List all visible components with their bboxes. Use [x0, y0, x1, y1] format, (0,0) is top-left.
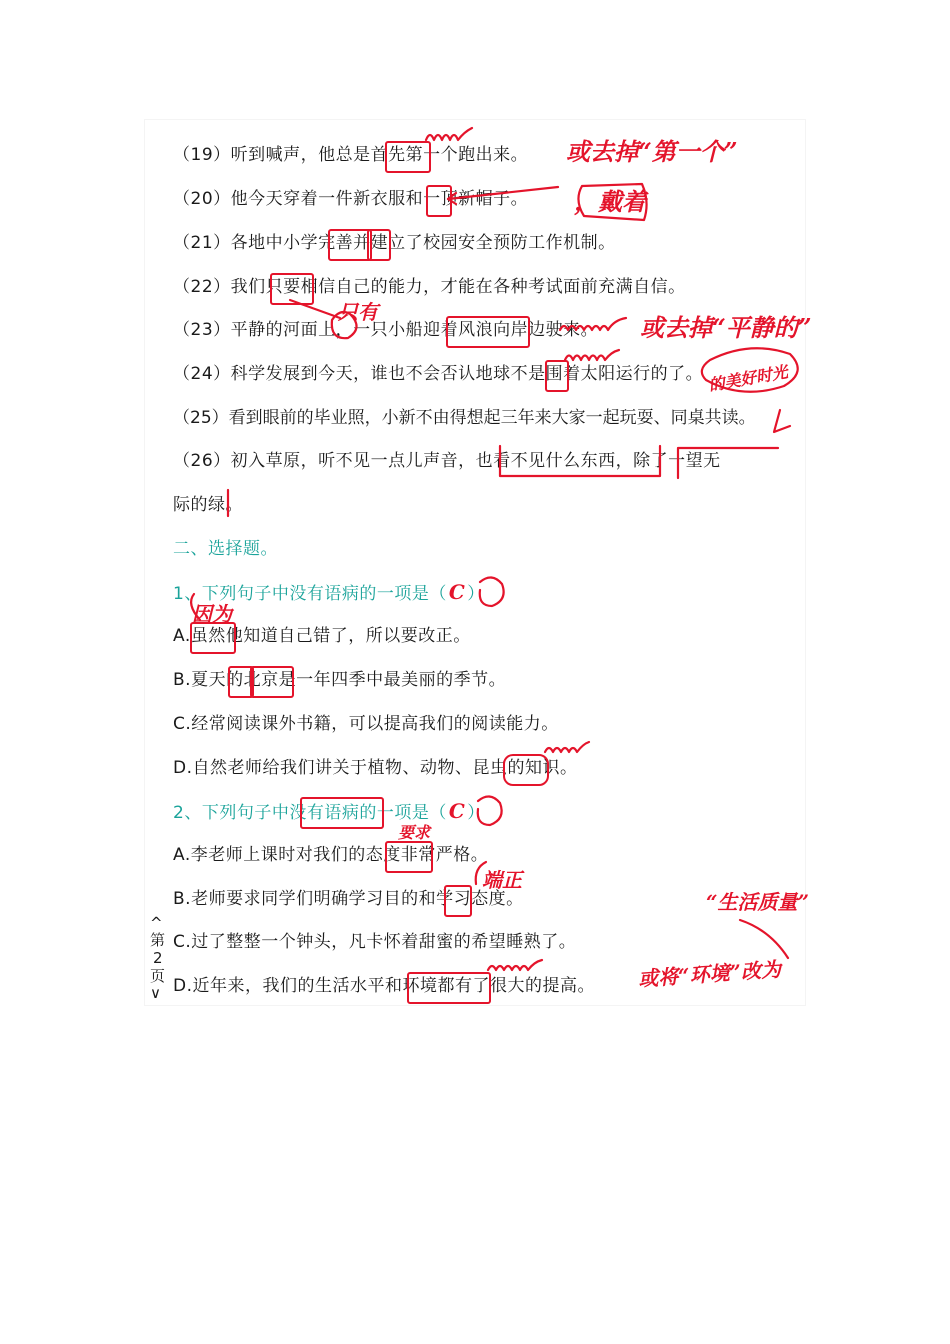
question-2-answer: C: [448, 799, 466, 823]
question-1-close: ）: [467, 584, 485, 604]
note-require: 要求: [398, 823, 431, 842]
sentence-19: （19）听到喊声，他总是首先第一个跑出来。: [173, 145, 529, 165]
q2-option-c: C.过了整整一个钟头，凡卡怀着甜蜜的希望睡熟了。: [173, 932, 577, 952]
page-number: 2: [153, 949, 163, 967]
question-2-text: 2、下列句子中没有语病的一项是（: [173, 803, 447, 823]
note-change-env: 或将“环境”改为: [637, 957, 782, 991]
sentence-21: （21）各地中小学完善并建立了校园安全预防工作机制。: [173, 233, 616, 253]
sentence-20: （20）他今天穿着一件新衣服和一顶新帽子。: [173, 189, 529, 209]
question-1-answer: C: [448, 580, 466, 604]
page-up-icon: ^: [150, 914, 163, 932]
page-unit: 页: [150, 967, 166, 985]
q2-option-d: D.近年来，我们的生活水平和环境都有了很大的提高。: [173, 976, 595, 996]
question-1-text: 1、下列句子中没有语病的一项是（: [173, 584, 447, 604]
note-zhiyou: 只有: [338, 300, 378, 324]
note-good-time: 的美好时光: [707, 362, 790, 395]
sentence-26: （26）初入草原，听不见一点儿声音，也看不见什么东西，除了一望无: [173, 451, 721, 471]
note-because: 因为: [192, 602, 232, 626]
q2-option-a: A.李老师上课时对我们的态度非常严格。: [173, 845, 489, 865]
note-correct: 端正: [482, 868, 522, 892]
page-label: 第: [150, 931, 166, 949]
q1-option-d: D.自然老师给我们讲关于植物、动物、昆虫的知识。: [173, 758, 578, 778]
note-wearing: ，戴着: [574, 187, 646, 216]
sentence-25: （25）看到眼前的毕业照，小新不由得想起三年来大家一起玩耍、同桌共读。: [173, 408, 756, 428]
q2-option-b: B.老师要求同学们明确学习目的和学习态度。: [173, 889, 524, 909]
page-down-icon: ∨: [150, 984, 161, 1002]
question-2-close: ）: [467, 803, 485, 823]
section-heading: 二、选择题。: [173, 539, 278, 559]
sentence-24: （24）科学发展到今天，谁也不会否认地球不是围着太阳运行的了。: [173, 364, 704, 384]
note-remove-first: 或去掉“第一个”: [566, 137, 738, 166]
sentence-23: （23）平静的河面上，一只小船迎着风浪向岸边驶来。: [173, 320, 599, 340]
q1-option-a: A.虽然他知道自己错了，所以要改正。: [173, 626, 471, 646]
question-2-stem: [173, 799, 485, 825]
note-life-quality: “生活质量”: [706, 890, 810, 914]
sentence-26-cont: 际的绿。: [173, 495, 243, 515]
sentence-22: （22）我们只要相信自己的能力，才能在各种考试面前充满自信。: [173, 277, 686, 297]
note-remove-calm: 或去掉“平静的”: [640, 313, 812, 342]
q1-option-c: C.经常阅读课外书籍，可以提高我们的阅读能力。: [173, 714, 559, 734]
q1-option-b: B.夏天的北京是一年四季中最美丽的季节。: [173, 670, 507, 690]
